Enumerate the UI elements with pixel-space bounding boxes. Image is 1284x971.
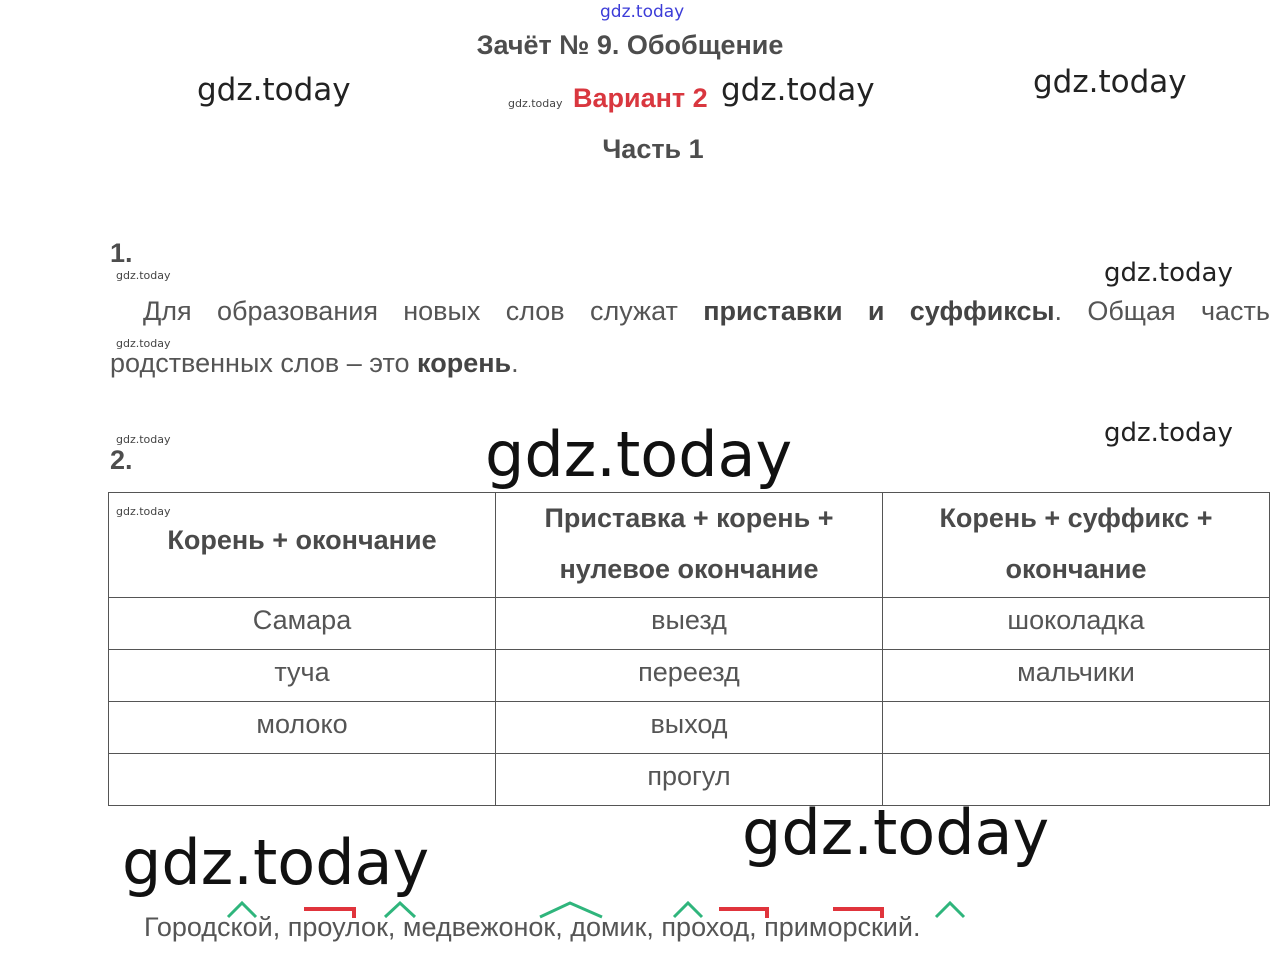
page-title: Зачёт № 9. Обобщение	[476, 30, 784, 60]
table-cell: мальчики	[883, 650, 1270, 702]
watermark: gdz.today	[116, 505, 171, 518]
watermark-top: gdz.today	[600, 2, 685, 22]
header-line: Приставка + корень +	[544, 503, 834, 533]
watermark-large: gdz.today	[122, 826, 430, 899]
task1-number: 1.	[110, 238, 133, 268]
task1-text-part: .	[511, 348, 519, 378]
table-cell: молоко	[109, 702, 496, 754]
table-cell: переезд	[496, 650, 883, 702]
watermark-large: gdz.today	[485, 418, 793, 491]
task1-bold-term: корень	[417, 348, 512, 378]
watermark-large: gdz.today	[742, 796, 1050, 869]
header-line: Корень + суффикс +	[939, 503, 1213, 533]
watermark: gdz.today	[721, 72, 875, 108]
task2-number: 2.	[110, 445, 133, 475]
watermark: gdz.today	[116, 269, 171, 282]
table-cell: туча	[109, 650, 496, 702]
part-label: Часть 1	[602, 134, 704, 164]
watermark: gdz.today	[1104, 258, 1233, 288]
task1-text-part: Для образования новых слов служат	[143, 296, 704, 326]
watermark: gdz.today	[197, 72, 351, 108]
task1-bold-term: приставки и суффиксы	[703, 296, 1055, 326]
header-line: нулевое окончание	[559, 554, 819, 584]
watermark: gdz.today	[1033, 64, 1187, 100]
watermark: gdz.today	[1104, 418, 1233, 448]
table-cell: выезд	[496, 598, 883, 650]
table-cell: прогул	[496, 754, 883, 806]
watermark: gdz.today	[508, 97, 563, 110]
suffix-mark	[936, 903, 964, 917]
task3-words: Городской, проулок, медвежонок, домик, проход, приморский.	[144, 912, 921, 942]
variant-label: Вариант 2	[573, 83, 708, 113]
watermark: gdz.today	[116, 433, 171, 446]
table-cell: шоколадка	[883, 598, 1270, 650]
watermark: gdz.today	[116, 337, 171, 350]
header-line: Корень + окончание	[167, 524, 437, 555]
header-line: окончание	[1005, 554, 1147, 584]
table-cell: Самара	[109, 598, 496, 650]
task1-text-part: . Общая часть родственных слов – это	[110, 296, 1270, 378]
table-cell: выход	[496, 702, 883, 754]
